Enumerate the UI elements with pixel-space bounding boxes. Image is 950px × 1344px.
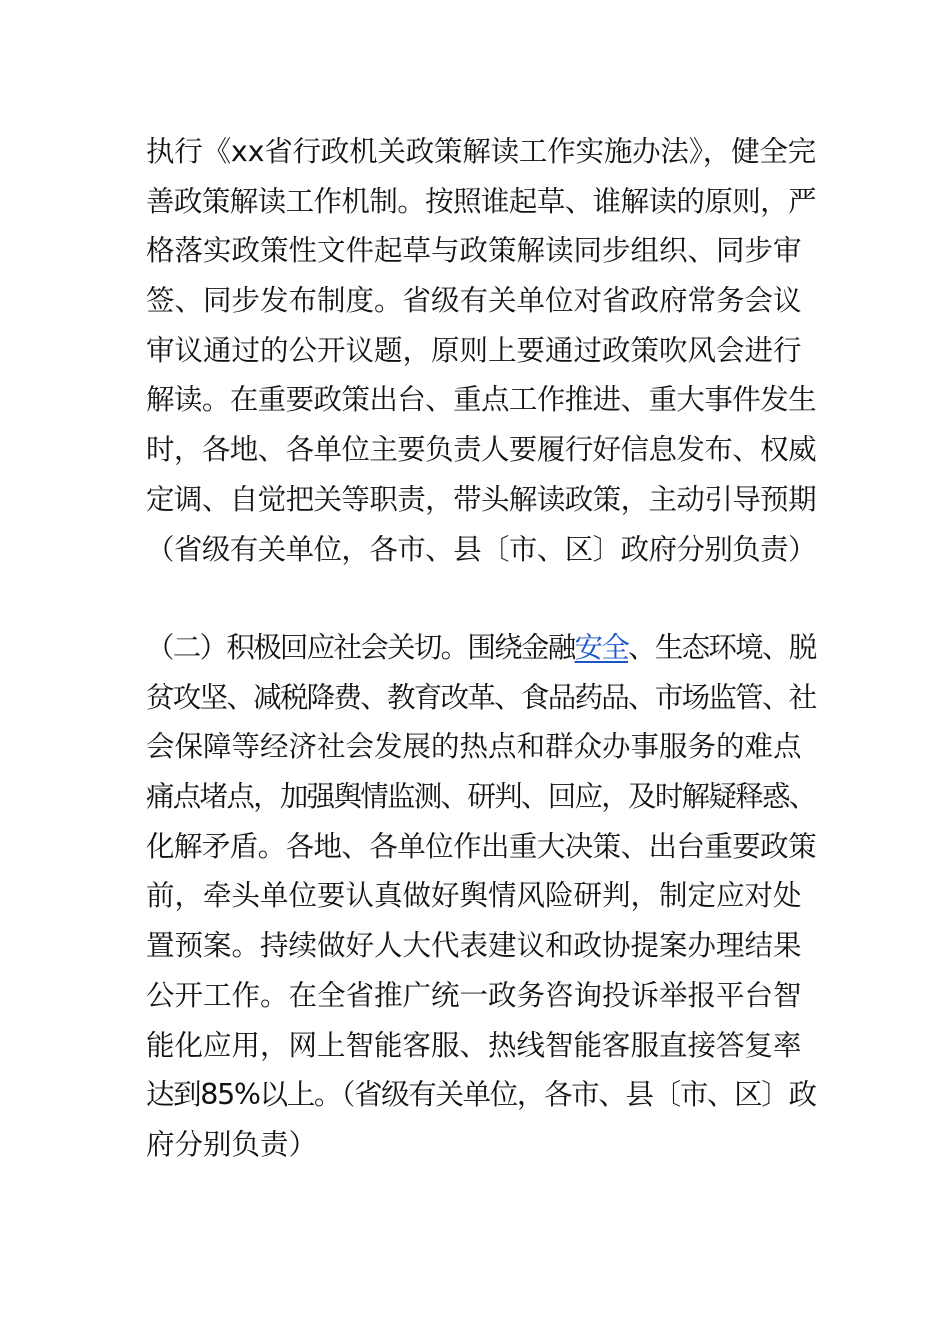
text-segment: 、生态环境、脱 [628, 631, 816, 664]
text-line: 定调、自觉把关等职责，带头解读政策，主动引导预期 [146, 482, 817, 516]
text-line-with-link [146, 623, 816, 673]
text-line: 善政策解读工作机制。按照谁起草、谁解读的原则，严 [146, 184, 817, 218]
text-line: 审议通过的公开议题，原则上要通过政策吹风会进行 [146, 333, 802, 367]
text-line: 格落实政策性文件起草与政策解读同步组织、同步审 [146, 234, 802, 268]
text-line: 会保障等经济社会发展的热点和群众办事服务的难点 [146, 730, 802, 764]
paragraph-policy-interpretation [146, 127, 816, 574]
text-line: 公开工作。在全省推广统一政务咨询投诉举报平台智 [146, 978, 802, 1012]
paragraph-respond-social-concerns [146, 623, 816, 1170]
text-segment: （二）积极回应社会关切。围绕金融 [146, 631, 575, 664]
text-line: 贫攻坚、减税降费、教育改革、食品药品、市场监管、社 [146, 680, 816, 714]
text-line: 置预案。持续做好人大代表建议和政协提案办理结果 [146, 929, 802, 963]
text-line: 能化应用，网上智能客服、热线智能客服直接答复率 [146, 1028, 802, 1062]
text-line: 解读。在重要政策出台、重点工作推进、重大事件发生 [146, 383, 817, 417]
text-line: 执行《xx省行政机关政策解读工作实施办法》，健全完 [146, 135, 816, 168]
text-line: 痛点堵点，加强舆情监测、研判、回应，及时解疑释惑、 [146, 780, 816, 814]
text-line: 前，牵头单位要认真做好舆情风险研判，制定应对处 [146, 879, 802, 913]
text-line: 府分别负责） [146, 1127, 318, 1161]
text-line: 签、同步发布制度。省级有关单位对省政府常务会议 [146, 284, 802, 318]
text-line: 时，各地、各单位主要负责人要履行好信息发布、权威 [146, 433, 817, 467]
text-line: （省级有关单位，各市、县〔市、区〕政府分别负责） [146, 532, 817, 566]
security-link[interactable]: 安全 [574, 631, 629, 664]
text-line: 化解矛盾。各地、各单位作出重大决策、出台重要政策 [146, 829, 817, 863]
text-line: 达到85%以上。（省级有关单位，各市、县〔市、区〕政 [146, 1078, 816, 1112]
